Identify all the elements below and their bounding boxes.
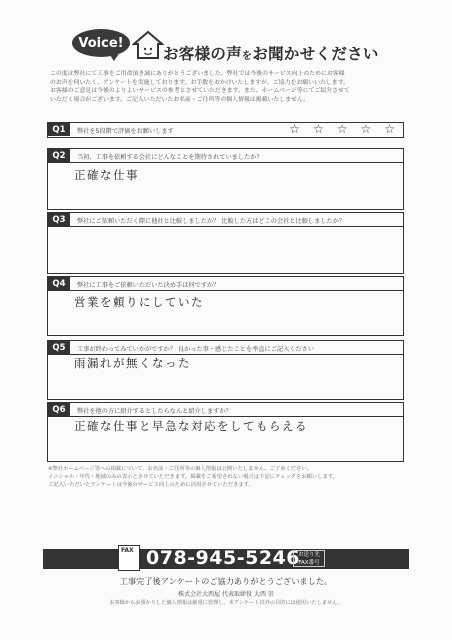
intro-text [50, 70, 402, 104]
question-label: Q2 [48, 149, 70, 162]
page-title [163, 42, 379, 64]
intro-line: いただく場合がございます。ご記入いただいたお名前・ご住所等の個人情報は掲載いたしません。 [50, 96, 310, 103]
house-icon [132, 30, 164, 60]
intro-line: のお声を伺いたく、アンケートを実施しております。お手数をおかけいたしますが、ご協力をお願いいたします。 [50, 79, 350, 86]
question-text: 当初、工事を依頼する会社にどんなことを期待されていましたか？ [77, 154, 263, 161]
question-1 [47, 122, 404, 138]
answer-text[interactable]: 正確な仕事と早急な対応をしてもらえる [74, 419, 308, 433]
question-6 [47, 402, 404, 462]
question-text: 弊社にご依頼いただく際に他社と比較しましたか？ 比較した方はどこの会社と比較しましたか？ [77, 218, 346, 225]
question-label: Q3 [48, 213, 70, 226]
note-line: ご記入いただいたアンケートは今後のサービス向上のために活用させていただきます。 [48, 482, 254, 489]
question-text: 弊社を他の方に紹介するとしたらなんと紹介しますか？ [77, 408, 232, 415]
answer-text[interactable]: 雨漏れが無くなった [74, 356, 191, 370]
question-text: 弊社を5段階で評価をお願いします [77, 128, 174, 135]
question-3 [47, 212, 404, 274]
intro-line: お客様のご意見は今後のよりよいサービスの参考とさせていただきます。また、ホームページ等にてご紹介させて [50, 88, 350, 95]
answer-text[interactable]: 営業を頼りにしていた [74, 295, 204, 309]
fax-number[interactable]: 078-945-5246 [146, 547, 300, 569]
answer-text[interactable]: 正確な仕事 [74, 168, 139, 182]
voice-badge: Voice! [72, 29, 130, 57]
star-icon[interactable]: ☆ [384, 122, 395, 136]
company-name: 株式会社大西屋 代表取締役 大西 崇 [178, 591, 274, 598]
star-icon[interactable]: ☆ [312, 122, 324, 136]
voice-badge-tail [108, 52, 120, 61]
question-4 [47, 276, 404, 336]
intro-line: この度は弊社にて工事をご用命頂き誠にありがとうございました。弊社では今後のサービス向上のためにお客様 [50, 71, 345, 77]
thanks-message: 工事完了後アンケートのご協力ありがとうございました。 [119, 576, 333, 586]
question-2 [47, 148, 404, 210]
title-prefix: お客様の声 [163, 45, 243, 63]
note-line: イニシャル・年代・地域のみの表示とさせていただきます。掲載をご希望されない場合は下記にチェックをお願いします。 [48, 474, 339, 481]
star-icon[interactable]: ☆ [336, 122, 348, 136]
question-label: Q5 [48, 341, 70, 354]
privacy-note: お客様からお預かりした個人情報は厳重に管理し、本アンケート以外の目的には使用いたしません。 [109, 600, 343, 606]
star-icon[interactable]: ☆ [289, 122, 300, 136]
question-text: 工事が終わってみていかがですか？ 良かった事・感じたことを率直にご記入ください [77, 346, 315, 353]
rating-stars[interactable] [289, 123, 395, 136]
star-icon[interactable]: ☆ [360, 122, 372, 136]
title-suffix: お聞かせください [252, 45, 379, 63]
question-label: Q1 [48, 123, 70, 136]
question-label: Q4 [48, 277, 70, 290]
title-particle: を [242, 51, 253, 62]
notes [48, 465, 404, 490]
fax-label: FAX [121, 547, 134, 554]
note-line: ※弊社ホームページ等への掲載について、お名前・ご住所等の個人情報は公開いたしません。ご了承ください。 [48, 466, 312, 472]
question-text: 弊社に工事をご依頼いただいた決め手は何ですか？ [77, 282, 220, 289]
question-label: Q6 [48, 403, 70, 416]
question-5 [47, 340, 404, 400]
fax-tag: お送り先 FAX番号 [293, 550, 325, 567]
